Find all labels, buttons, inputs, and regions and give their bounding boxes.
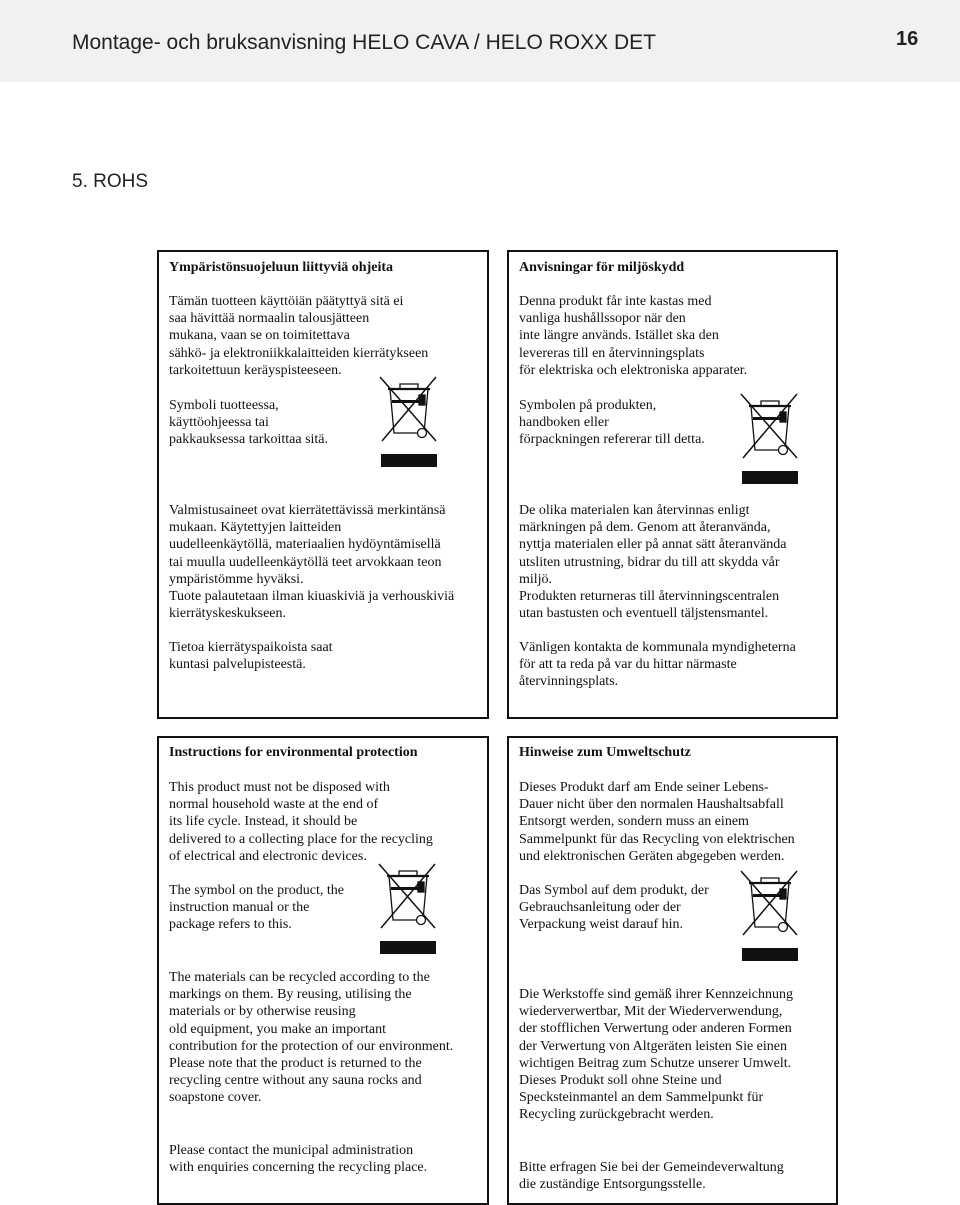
disposal-paragraph: Dieses Produkt darf am Ende seiner Lebens- Dauer nicht über den normalen Haushaltsabfall Entsorgt werden, sondern muss an einem Sammelpunkt für das Recycling von elektrischen und elektronischen Geräten abgegeben werden. [519,780,795,864]
disposal-paragraph: Denna produkt får inte kastas med vanliga hushållssopor när den inte längre används. Istället ska den levereras till en återvinningsplats för elektriska och elektroniska apparater. [519,294,748,378]
contact-paragraph: Please contact the municipal administration with enquiries concerning the recycling place. [169,1143,428,1176]
section-title: 5. ROHS [72,171,149,192]
weee-bin-icon [739,869,801,963]
box-heading: Ympäristönsuojeluun liittyviä ohjeita [169,260,394,275]
finnish-instructions-box [157,250,489,719]
box-heading: Hinweise zum Umweltschutz [519,745,691,760]
weee-bin-icon [377,862,439,956]
symbol-paragraph: The symbol on the product, the instruction manual or the package refers to this. [169,883,344,933]
page-header [0,0,960,82]
page-number: 16 [896,28,919,50]
recycling-paragraph: De olika materialen kan återvinnas enligt märkningen på dem. Genom att återanvända, nyttja materialen eller på annat sätt återanvända utsliten utrustning, bidrar du till att skydda vår miljö. Produkten returneras till återvinningscentralen utan bastusten och eventuell täljstensmantel. [519,503,787,622]
symbol-paragraph: Symboli tuotteessa, käyttöohjeessa tai pakkauksessa tarkoittaa sitä. [169,398,329,448]
disposal-paragraph: Tämän tuotteen käyttöiän päätyttyä sitä ei saa hävittää normaalin talousjätteen mukana, vaan se on toimitettava sähkö- ja elektroniikkalaitteiden kierrätykseen tarkoitettuun keräyspisteeseen. [169,294,429,378]
weee-bin-icon [739,392,801,486]
english-instructions-box [157,736,489,1205]
recycling-paragraph: Die Werkstoffe sind gemäß ihrer Kennzeichnung wiederverwertbar, Mit der Wiederverwendung, der stofflichen Verwertung oder anderen Formen der Verwertung von Altgeräten leisten Sie einen wichtigen Beitrag zum Schutze unserer Umwelt. Dieses Produkt soll ohne Steine und Specksteinmantel an dem Sammelpunkt für Recycling zurückgebracht werden. [519,987,793,1123]
weee-bin-icon [378,375,440,469]
recycling-paragraph: Valmistusaineet ovat kierrätettävissä merkintänsä mukaan. Käytettyjen laitteiden uudelleenkäytöllä, materiaalien hydöyntämisellä tai muulla uudelleenkäytöllä teet arvokkaan teon ympäristömme hyväksi. Tuote palautetaan ilman kiuaskiviä ja verhouskiviä kierrätyskeskukseen. [169,503,455,622]
swedish-instructions-box [507,250,838,719]
box-heading: Anvisningar för miljöskydd [519,260,685,275]
german-instructions-box [507,736,838,1205]
contact-paragraph: Tietoa kierrätyspaikoista saat kuntasi palvelupisteestä. [169,640,333,673]
contact-paragraph: Vänligen kontakta de kommunala myndigheterna för att ta reda på var du hittar närmaste återvinningsplats. [519,640,796,690]
box-heading: Instructions for environmental protection [169,745,418,760]
symbol-paragraph: Das Symbol auf dem produkt, der Gebrauchsanleitung oder der Verpackung weist darauf hin. [519,883,709,933]
document-title: Montage- och bruksanvisning HELO CAVA / HELO ROXX DET [72,31,656,54]
contact-paragraph: Bitte erfragen Sie bei der Gemeindeverwaltung die zuständige Entsorgungsstelle. [519,1160,784,1193]
symbol-paragraph: Symbolen på produkten, handboken eller förpackningen refererar till detta. [519,398,705,448]
recycling-paragraph: The materials can be recycled according to the markings on them. By reusing, utilising the materials or by otherwise reusing old equipment, you make an important contribution for the protection of our environment. Please note that the product is returned to the recycling centre without any sauna rocks and soapstone cover. [169,970,454,1106]
disposal-paragraph: This product must not be disposed with normal household waste at the end of its life cycle. Instead, it should be delivered to a collecting place for the recycling of electrical and electronic devices. [169,780,433,864]
